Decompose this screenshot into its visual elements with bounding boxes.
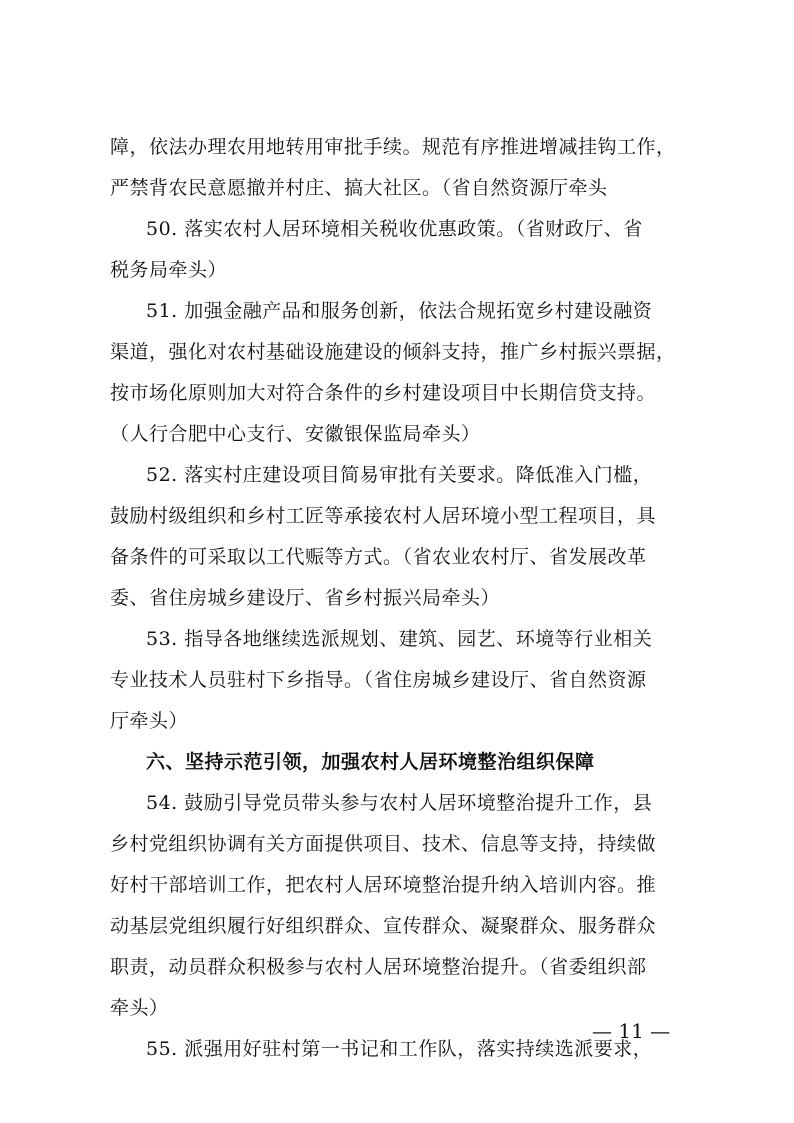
page-number: — 11 — (592, 1019, 671, 1043)
paragraph-line (0, 291, 794, 331)
paragraph-line (0, 783, 794, 823)
line-text: 53. 指导各地继续选派规划、建筑、园艺、环境等行业相关 (146, 628, 653, 650)
line-text: 专业技术人员驻村下乡指导。（省住房城乡建设厅、省自然资源 (110, 669, 647, 691)
line-text: （人行合肥中心支行、安徽银保监局牵头） (110, 423, 481, 445)
paragraph-line (0, 906, 794, 946)
line-text: 障，依法办理农用地转用审批手续。规范有序推进增减挂钩工作， (110, 136, 676, 158)
line-text: 按市场化原则加大对符合条件的乡村建设项目中长期信贷支持。 (110, 382, 657, 404)
paragraph-line (0, 496, 794, 536)
paragraph-line (0, 168, 794, 208)
line-text: 55. 派强用好驻村第一书记和工作队，落实持续选派要求， (146, 1038, 653, 1060)
paragraph-line (0, 127, 794, 167)
line-text: 渠道，强化对农村基础设施建设的倾斜支持，推广乡村振兴票据， (110, 341, 676, 363)
paragraph-line (0, 865, 794, 905)
paragraph-line (0, 619, 794, 659)
line-text: 严禁背农民意愿撤并村庄、搞大社区。（省自然资源厅牵头 (110, 177, 608, 199)
line-text: 54. 鼓励引导党员带头参与农村人居环境整治提升工作，县 (146, 792, 653, 814)
paragraph-line (0, 332, 794, 372)
line-text: 职责，动员群众积极参与农村人居环境整治提升。（省委组织部 (110, 956, 647, 978)
paragraph-line (0, 660, 794, 700)
line-text: 乡村党组织协调有关方面提供项目、技术、信息等支持，持续做 (110, 833, 657, 855)
line-text: 税务局牵头） (110, 259, 228, 281)
section-heading-text: 六、坚持示范引领，加强农村人居环境整治组织保障 (146, 751, 595, 773)
section-heading (0, 742, 794, 782)
line-text: 备条件的可采取以工代赈等方式。（省农业农村厅、省发展改革 (110, 546, 647, 568)
line-text: 厅牵头） (110, 710, 189, 732)
paragraph-line (0, 373, 794, 413)
paragraph-line (0, 824, 794, 864)
paragraph-line (0, 209, 794, 249)
line-text: 动基层党组织履行好组织群众、宣传群众、凝聚群众、服务群众 (110, 915, 657, 937)
paragraph-line (0, 414, 794, 454)
line-text: 委、省住房城乡建设厅、省乡村振兴局牵头） (110, 587, 501, 609)
paragraph-line (0, 455, 794, 495)
paragraph-line (0, 947, 794, 987)
line-text: 52. 落实村庄建设项目简易审批有关要求。降低准入门槛， (146, 464, 653, 486)
line-text: 好村干部培训工作，把农村人居环境整治提升纳入培训内容。推 (110, 874, 657, 896)
line-text: 51. 加强金融产品和服务创新，依法合规拓宽乡村建设融资 (146, 300, 653, 322)
line-text: 50. 落实农村人居环境相关税收优惠政策。（省财政厅、省 (146, 218, 643, 240)
paragraph-line (0, 701, 794, 741)
line-text: 牵头） (110, 997, 169, 1019)
paragraph-line (0, 537, 794, 577)
paragraph-line (0, 250, 794, 290)
line-text: 鼓励村级组织和乡村工匠等承接农村人居环境小型工程项目，具 (110, 505, 657, 527)
paragraph-line (0, 578, 794, 618)
